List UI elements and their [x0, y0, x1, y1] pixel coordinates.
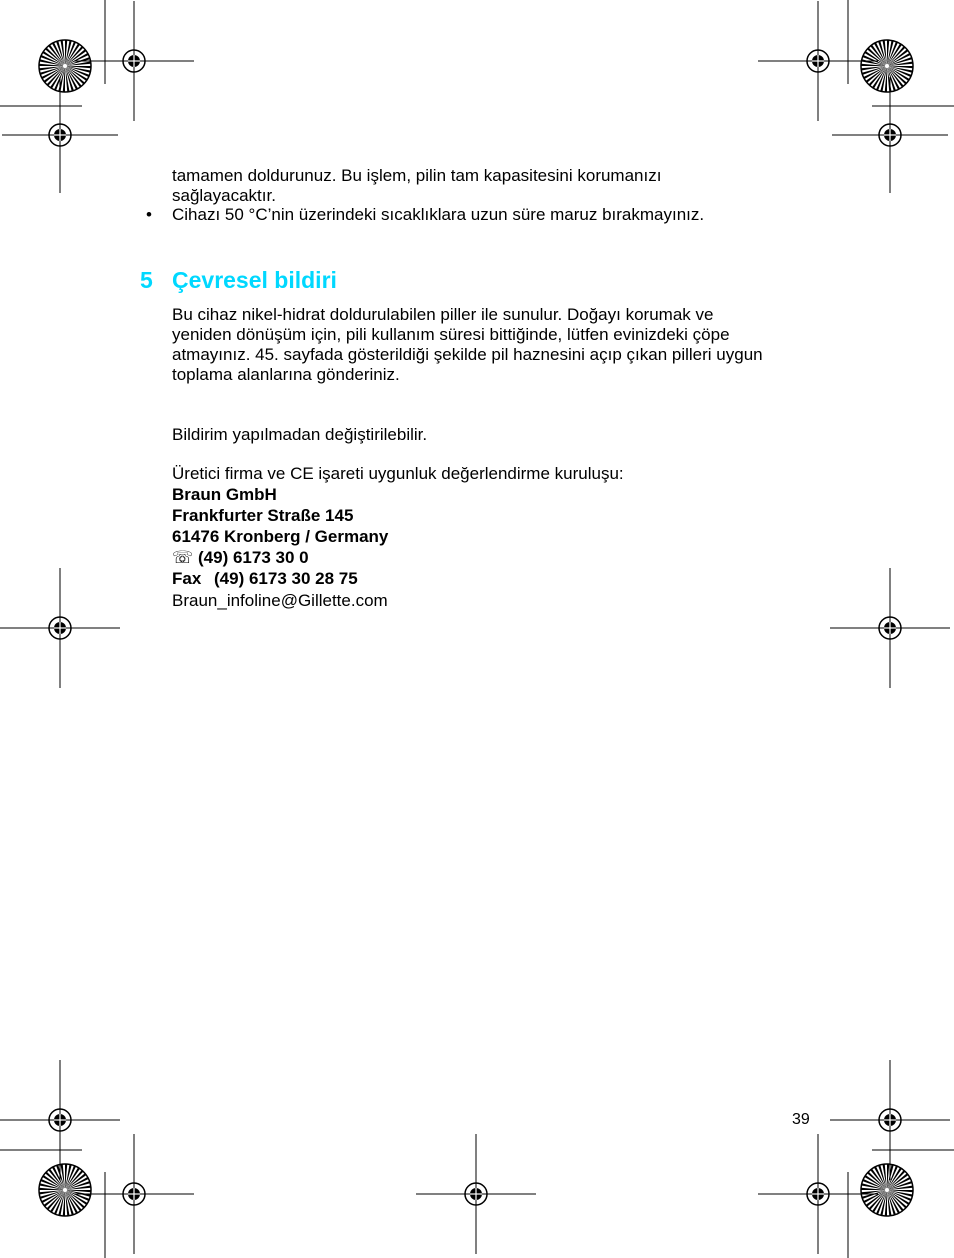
registration-target-icon: [2, 77, 118, 193]
section-heading: [140, 266, 337, 294]
registration-target-icon: [74, 1134, 194, 1254]
registration-target-icon: [758, 1134, 878, 1254]
fax-number: (49) 6173 30 28 75: [214, 569, 358, 588]
phone-number: (49) 6173 30 0: [198, 548, 309, 567]
starburst-target-icon: [39, 40, 91, 92]
continued-text-line-1: tamamen doldurunuz. Bu işlem, pilin tam kapasitesini korumanızı: [172, 166, 662, 185]
registration-target-icon: [758, 1, 878, 121]
company-street: Frankfurter Straße 145: [172, 506, 354, 525]
fax-label: Fax: [172, 569, 202, 588]
starburst-target-icon: [861, 40, 913, 92]
registration-target-icon: [830, 568, 950, 688]
fax-line: [172, 569, 358, 589]
bullet-icon: •: [146, 205, 152, 224]
change-notice: Bildirim yapılmadan değiştirilebilir.: [172, 425, 428, 444]
section-paragraph-line-2: yeniden dönüşüm için, pili kullanım süresi bittiğinde, lütfen evinizdeki çöpe: [172, 325, 730, 344]
starburst-target-icon: [861, 1164, 913, 1216]
bullet-item: Cihazı 50 °C’nin üzerindeki sıcaklıklara uzun süre maruz bırakmayınız.: [172, 205, 705, 224]
page-number: 39: [792, 1111, 810, 1128]
registration-target-icon: [74, 1, 194, 121]
starburst-target-icon: [39, 1164, 91, 1216]
contact-email: Braun_infoline@Gillette.com: [172, 591, 388, 610]
continued-text-line-2: sağlayacaktır.: [172, 186, 276, 205]
manufacturer-intro: Üretici firma ve CE işareti uygunluk değerlendirme kuruluşu:: [172, 464, 624, 483]
company-name: Braun GmbH: [172, 485, 277, 504]
registration-target-icon: [832, 77, 948, 193]
registration-target-icon: [416, 1134, 536, 1254]
section-paragraph-line-3: atmayınız. 45. sayfada gösterildiği şekilde pil haznesini açıp çıkan pilleri uygun: [172, 345, 763, 364]
section-paragraph-line-1: Bu cihaz nikel-hidrat doldurulabilen piller ile sunulur. Doğayı korumak ve: [172, 305, 714, 324]
phone-icon: ☏: [172, 548, 194, 567]
section-number: 5: [140, 267, 153, 293]
registration-target-icon: [0, 1060, 120, 1180]
registration-target-icon: [830, 1060, 950, 1180]
section-title: Çevresel bildiri: [172, 267, 337, 293]
registration-target-icon: [0, 568, 120, 688]
section-paragraph-line-4: toplama alanlarına gönderiniz.: [172, 365, 400, 384]
phone-line: [172, 548, 309, 568]
company-city: 61476 Kronberg / Germany: [172, 527, 389, 546]
